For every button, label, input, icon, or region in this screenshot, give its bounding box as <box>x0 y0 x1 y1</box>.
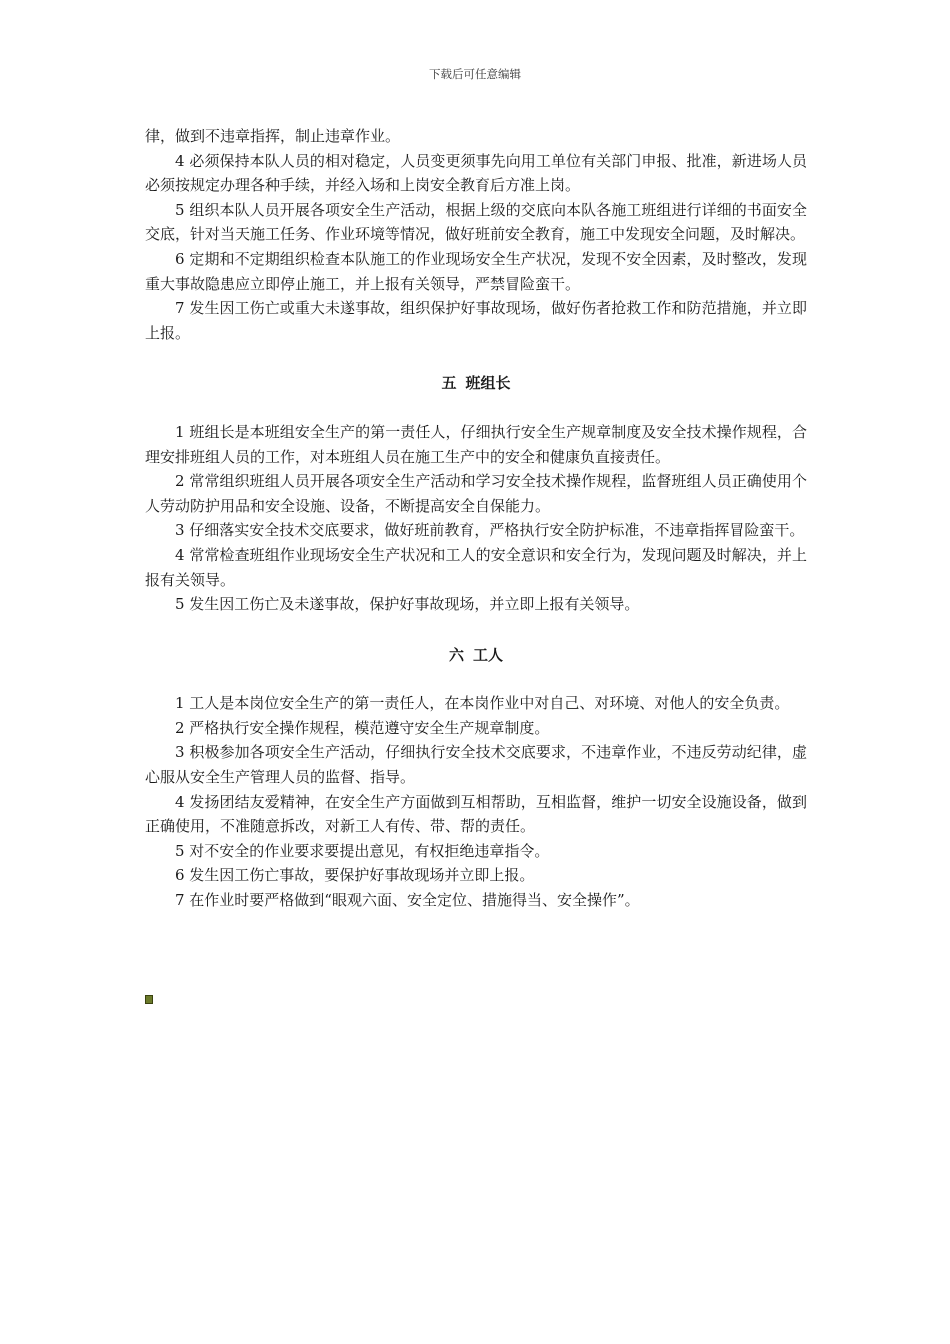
list-item: 2 严格执行安全操作规程，模范遵守安全生产规章制度。 <box>175 718 550 737</box>
list-item: 1 工人是本岗位安全生产的第一责任人，在本岗作业中对自己、对环境、对他人的安全负责。 <box>175 694 790 713</box>
list-item: 4 常常检查班组作业现场安全生产状况和工人的安全意识和安全行为，发现问题及时解决，并上报有关领导。 <box>145 545 807 589</box>
section-title: 班组长 <box>465 374 511 393</box>
page-header-note: 下载后可任意编辑 <box>429 67 521 81</box>
paragraph: 6 定期和不定期组织检查本队施工的作业现场安全生产状况，发现不安全因素，及时整改，发现重大事故隐患应立即停止施工，并上报有关领导，严禁冒险蛮干。 <box>145 249 807 293</box>
section-heading <box>145 371 807 396</box>
list-item: 6 发生因工伤亡事故，要保护好事故现场并立即上报。 <box>175 866 535 885</box>
list-item: 2 常常组织班组人员开展各项安全生产活动和学习安全技术操作规程，监督班组人员正确使用个人劳动防护用品和安全设施、设备，不断提高安全自保能力。 <box>145 472 807 515</box>
section-number: 五 <box>441 374 457 393</box>
section-number: 六 <box>448 645 464 664</box>
list-item: 1 班组长是本班组安全生产的第一责任人，仔细执行安全生产规章制度及安全技术操作规程，合理安排班组人员的工作，对本班组人员在施工生产中的安全和健康负直接责任。 <box>145 422 807 466</box>
paragraph: 5 组织本队人员开展各项安全生产活动，根据上级的交底向本队各施工班组进行详细的书面安全交底，针对当天施工任务、作业环境等情况，做好班前安全教育，施工中发现安全问题，及时解决。 <box>145 200 807 244</box>
list-item: 3 积极参加各项安全生产活动，仔细执行安全技术交底要求，不违章作业，不违反劳动纪律，虚心服从安全生产管理人员的监督、指导。 <box>145 743 807 787</box>
list-item: 5 对不安全的作业要求要提出意见，有权拒绝违章指令。 <box>175 841 550 860</box>
paragraph: 7 发生因工伤亡或重大未遂事故，组织保护好事故现场，做好伤者抢救工作和防范措施，并立即上报。 <box>145 299 807 342</box>
document-body <box>145 124 807 913</box>
list-item: 3 仔细落实安全技术交底要求，做好班前教育，严格执行安全防护标准，不违章指挥冒险蛮干。 <box>175 521 805 540</box>
section-title: 工人 <box>473 645 504 664</box>
list-item: 5 发生因工伤亡及未遂事故，保护好事故现场，并立即上报有关领导。 <box>175 595 640 614</box>
anchor-marker-icon <box>145 995 153 1004</box>
section-heading <box>145 643 807 668</box>
list-item: 4 发扬团结友爱精神，在安全生产方面做到互相帮助，互相监督，维护一切安全设施设备，做到正确使用，不准随意拆改，对新工人有传、带、帮的责任。 <box>145 792 807 836</box>
list-item: 7 在作业时要严格做到“眼观六面、安全定位、措施得当、安全操作”。 <box>175 891 640 910</box>
paragraph: 律，做到不违章指挥，制止违章作业。 <box>145 127 401 145</box>
paragraph: 4 必须保持本队人员的相对稳定，人员变更须事先向用工单位有关部门申报、批准，新进场人员必须按规定办理各种手续，并经入场和上岗安全教育后方准上岗。 <box>145 151 807 195</box>
